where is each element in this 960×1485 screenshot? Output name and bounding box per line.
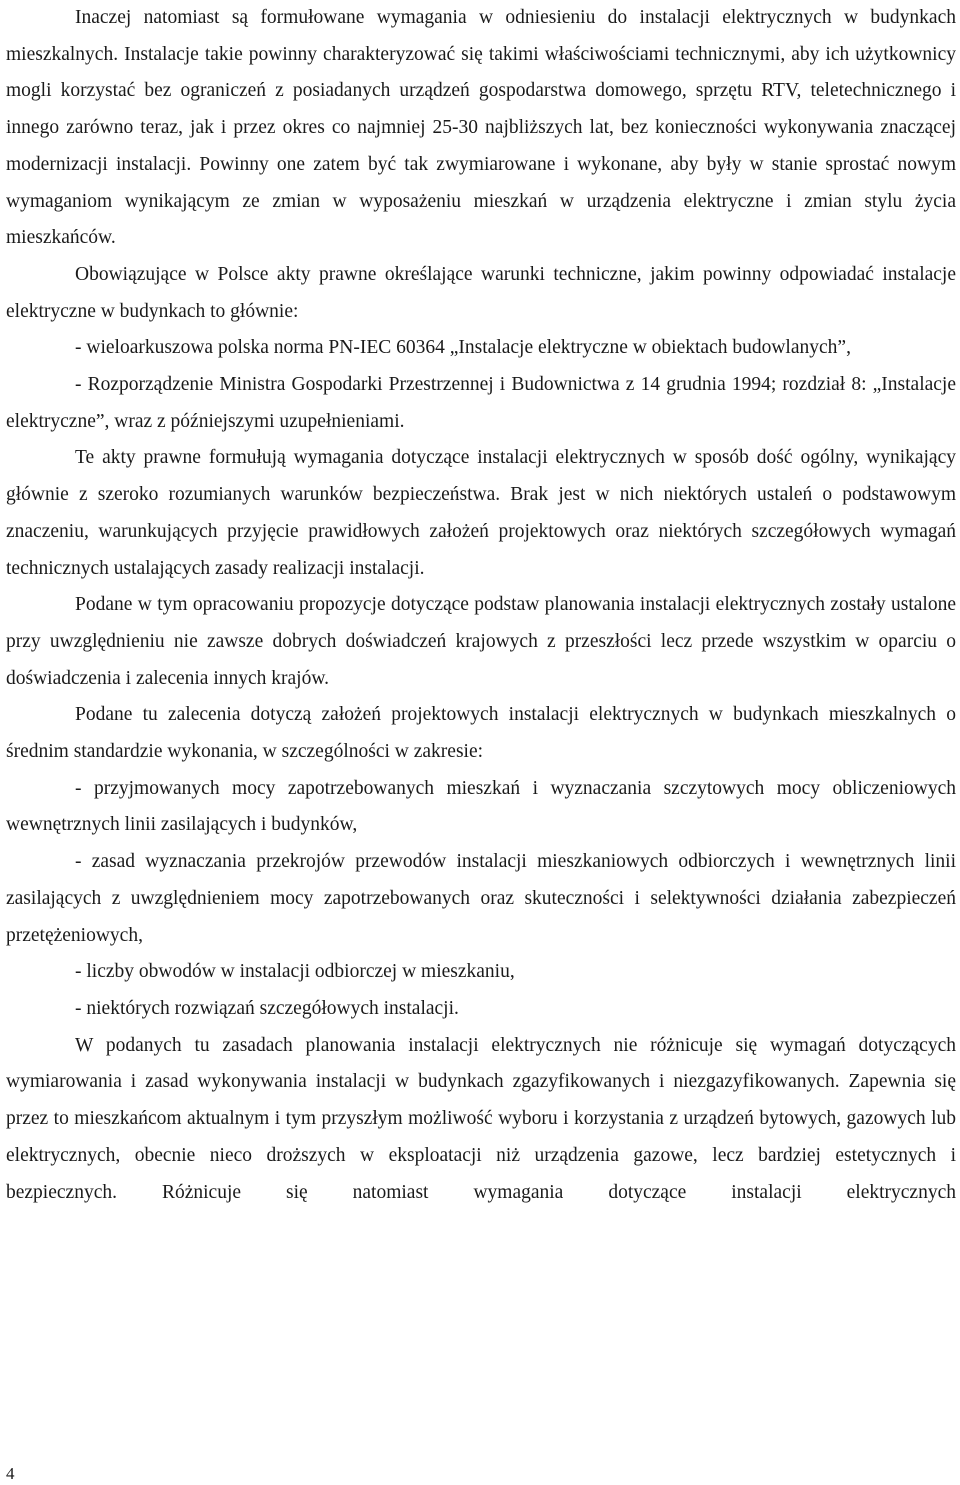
paragraph-recommendations-scope: Podane tu zalecenia dotyczą założeń projektowych instalacji elektrycznych w budynkach mieszkalnych o średnim standardzie wykonania, w szczególności w zakresie: [6,704,956,763]
list-item-cable-cross-sections: - zasad wyznaczania przekrojów przewodów instalacji mieszkaniowych odbiorczych i wewnętrznych linii zasilających z uwzględnieniem mocy zapotrzebowanych oraz skuteczności i selektywności działania zabezpieczeń przetężeniowych, [6,851,956,946]
list-item-circuit-count: - liczby obwodów w instalacji odbiorczej w mieszkaniu, [75,961,515,983]
page-number: 4 [6,1464,15,1483]
list-item-power-demand: - przyjmowanych mocy zapotrzebowanych mieszkań i wyznaczania szczytowych mocy obliczeniowych wewnętrznych linii zasilających i budynków, [6,777,956,836]
paragraph-general-requirements: Te akty prawne formułują wymagania dotyczące instalacji elektrycznych w sposób dość ogólny, wynikający głównie z szeroko rozumianych warunków bezpieczeństwa. Brak jest w nich niektórych ustaleń o podstawowym znaczeniu, warunkujących przyjęcie prawidłowych założeń projektowych oraz niektórych szczegółowych wymagań technicznych ustalających zasady realizacji instalacji. [6,447,956,579]
list-item-pn-iec-standard: - wieloarkuszowa polska norma PN-IEC 60364 „Instalacje elektryczne w obiektach budowlanych”, [75,337,851,359]
paragraph-gas-and-non-gas-buildings: W podanych tu zasadach planowania instalacji elektrycznych nie różnicuje się wymagań dotyczących wymiarowania i zasad wykonywania instalacji w budynkach zgazyfikowanych i niezgazyfikowanych. Zapewnia się przez to mieszkańcom aktualnym i tym przyszłym możliwość wyboru i korzystania z urządzeń bytowych, gazowych lub elektrycznych, obecnie nieco droższych w eksploatacji niż urządzenia gazowe, lecz bardziej estetycznych i bezpiecznych. Różnicuje się natomiast wymagania dotyczące instalacji elektrycznych [6,1034,956,1203]
paragraph-residential-requirements: Inaczej natomiast są formułowane wymagania w odniesieniu do instalacji elektrycznych w budynkach mieszkalnych. Instalacje takie powinny charakteryzować się takimi właściwościami technicznymi, aby ich użytkownicy mogli korzystać bez ograniczeń z posiadanych urządzeń gospodarstwa domowego, sprzętu RTV, teletechnicznego i innego zarówno teraz, jak i przez okres co najmniej 25-30 najbliższych lat, bez konieczności wykonywania znaczącej modernizacji instalacji. Powinny one zatem być tak zwymiarowane i wykonane, aby były w stanie sprostać nowym wymaganiom wynikającym ze zmian w wyposażeniu mieszkań w urządzenia elektryczne i zmian stylu życia mieszkańców. [6,7,956,249]
paragraph-proposals-basis: Podane w tym opracowaniu propozycje dotyczące podstaw planowania instalacji elektrycznych zostały ustalone przy uwzględnieniu nie zawsze dobrych doświadczeń krajowych z przeszłości lecz przede wszystkim w oparciu o doświadczenia i zalecenia innych krajów. [6,594,956,689]
document-page [6,0,956,1211]
list-item-ministerial-regulation: - Rozporządzenie Ministra Gospodarki Przestrzennej i Budownictwa z 14 grudnia 1994; rozdział 8: „Instalacje elektryczne”, wraz z późniejszymi uzupełnieniami. [6,374,956,432]
list-item-detailed-solutions: - niektórych rozwiązań szczegółowych instalacji. [75,997,459,1019]
paragraph-legal-acts-intro: Obowiązujące w Polsce akty prawne określające warunki techniczne, jakim powinny odpowiadać instalacje elektryczne w budynkach to głównie: [6,263,956,322]
